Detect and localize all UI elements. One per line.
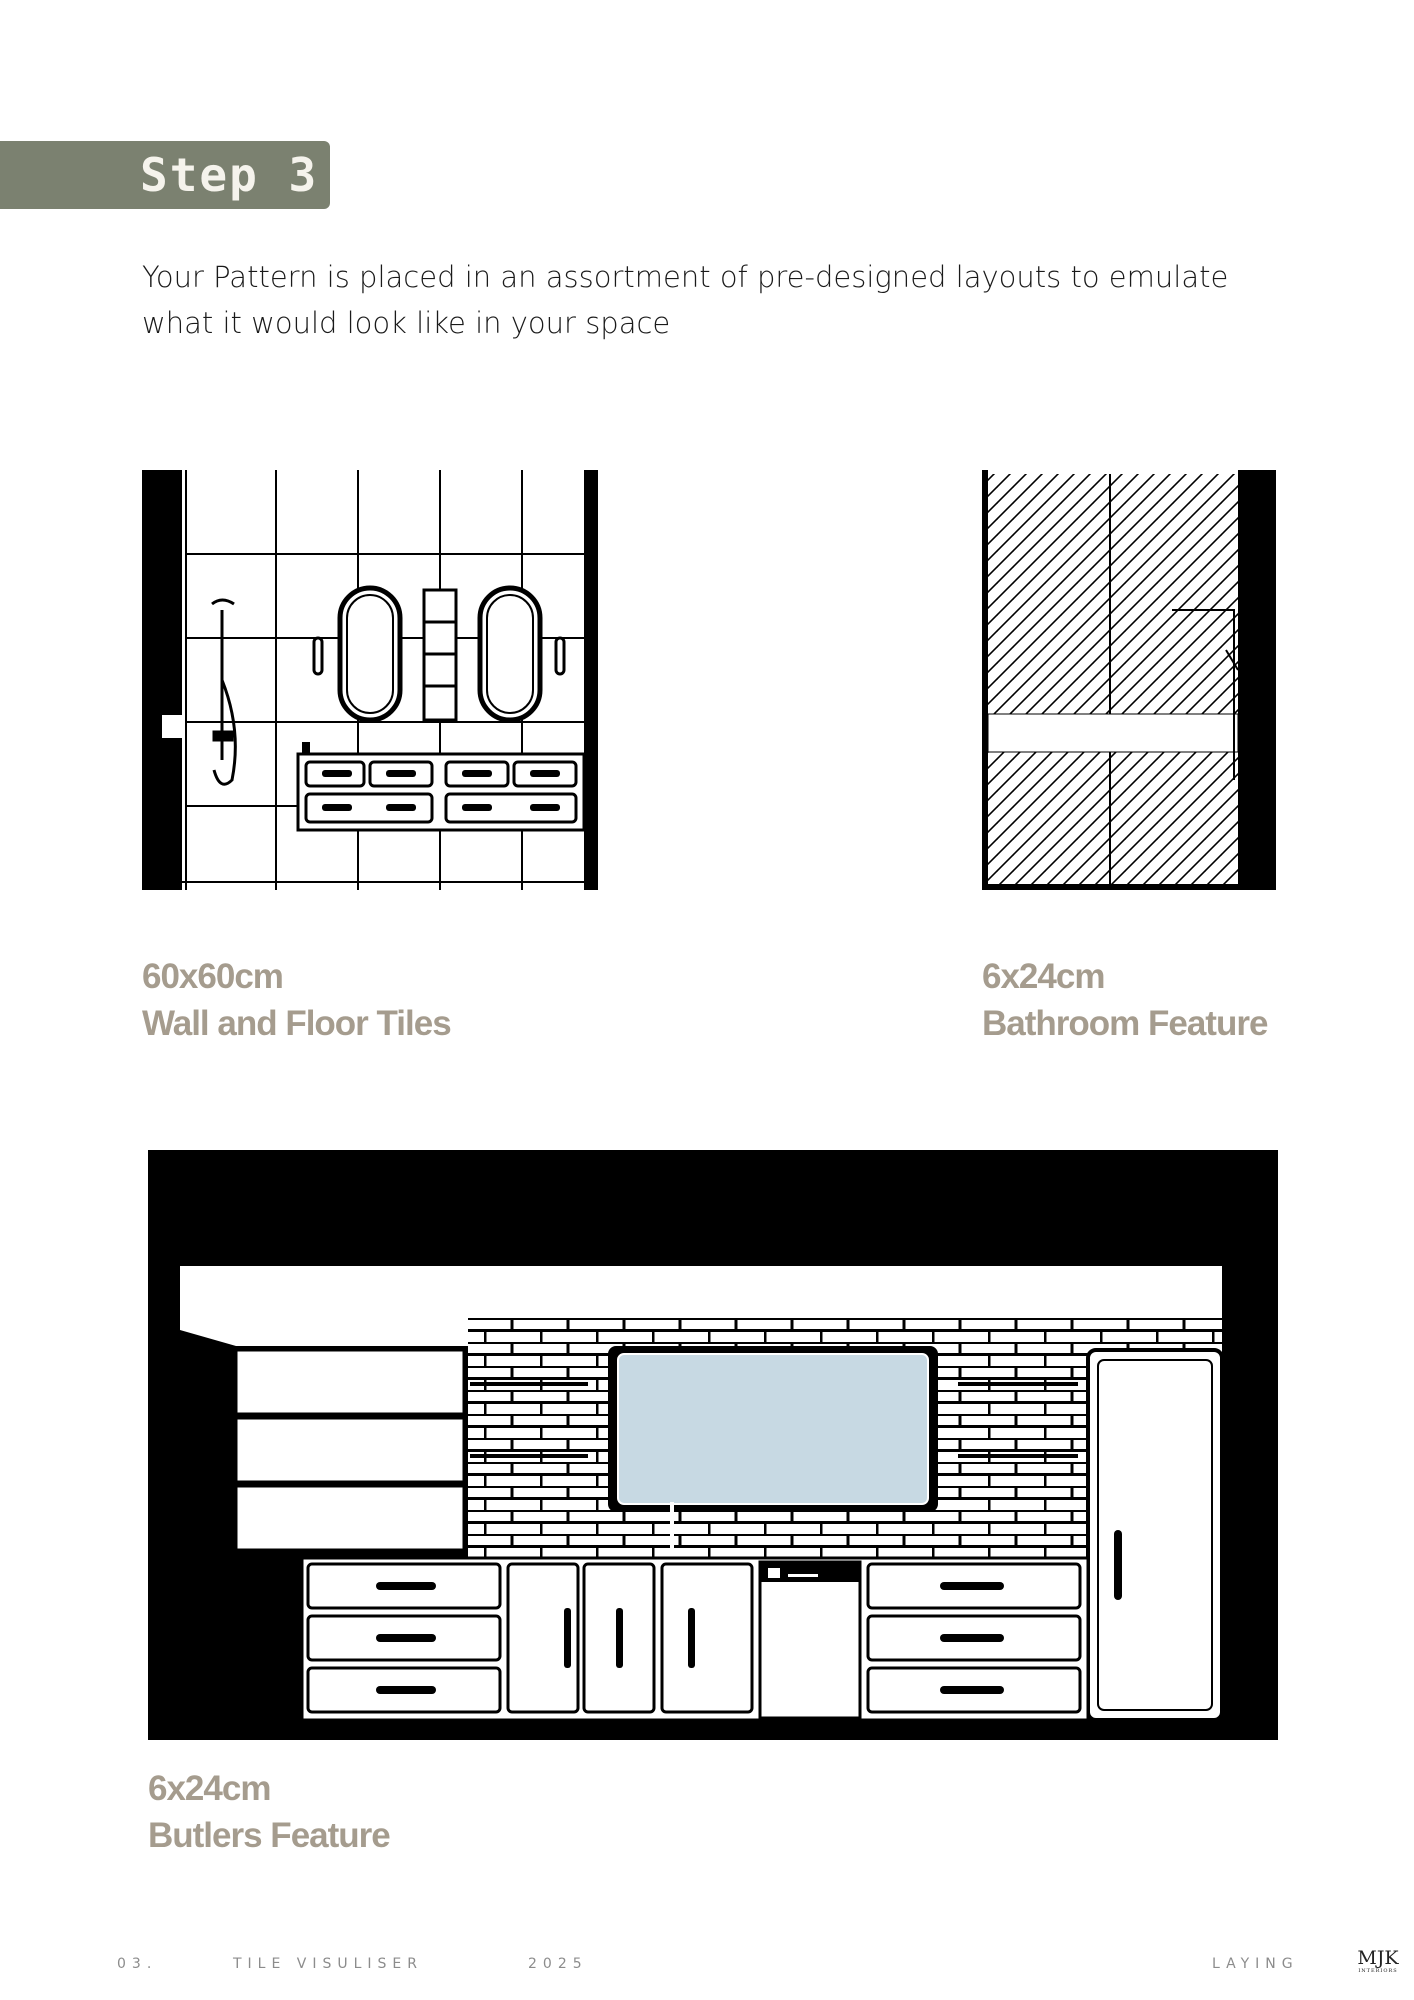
caption-size: 60x60cm xyxy=(142,957,283,996)
logo-subtitle: INTERIORS xyxy=(1358,1968,1398,1974)
bathroom-feature-illustration xyxy=(982,470,1276,890)
footer-page-number: 03. xyxy=(117,1956,158,1972)
caption-name: Bathroom Feature xyxy=(982,1004,1268,1043)
caption-name: Butlers Feature xyxy=(148,1816,390,1855)
figure-caption-bathroom-feature xyxy=(982,953,1267,1047)
intro-text: Your Pattern is placed in an assortment of pre-designed layouts to emulate what it would look like in your space xyxy=(142,260,1229,340)
footer-section: TILE VISULISER xyxy=(233,1956,424,1972)
step-title: Step 3 xyxy=(140,148,319,202)
brand-logo xyxy=(1356,1948,1400,1974)
footer-year: 2025 xyxy=(528,1956,588,1972)
figure-caption-wall-floor xyxy=(142,953,451,1047)
caption-size: 6x24cm xyxy=(148,1769,271,1808)
bathroom-wall-floor-illustration xyxy=(142,470,598,890)
figure-caption-butlers-feature xyxy=(148,1765,390,1859)
footer-chapter: LAYING xyxy=(1212,1956,1299,1972)
caption-size: 6x24cm xyxy=(982,957,1105,996)
caption-name: Wall and Floor Tiles xyxy=(142,1004,451,1043)
butlers-feature-illustration xyxy=(148,1150,1278,1740)
logo-mark: MJK xyxy=(1357,1947,1399,1969)
